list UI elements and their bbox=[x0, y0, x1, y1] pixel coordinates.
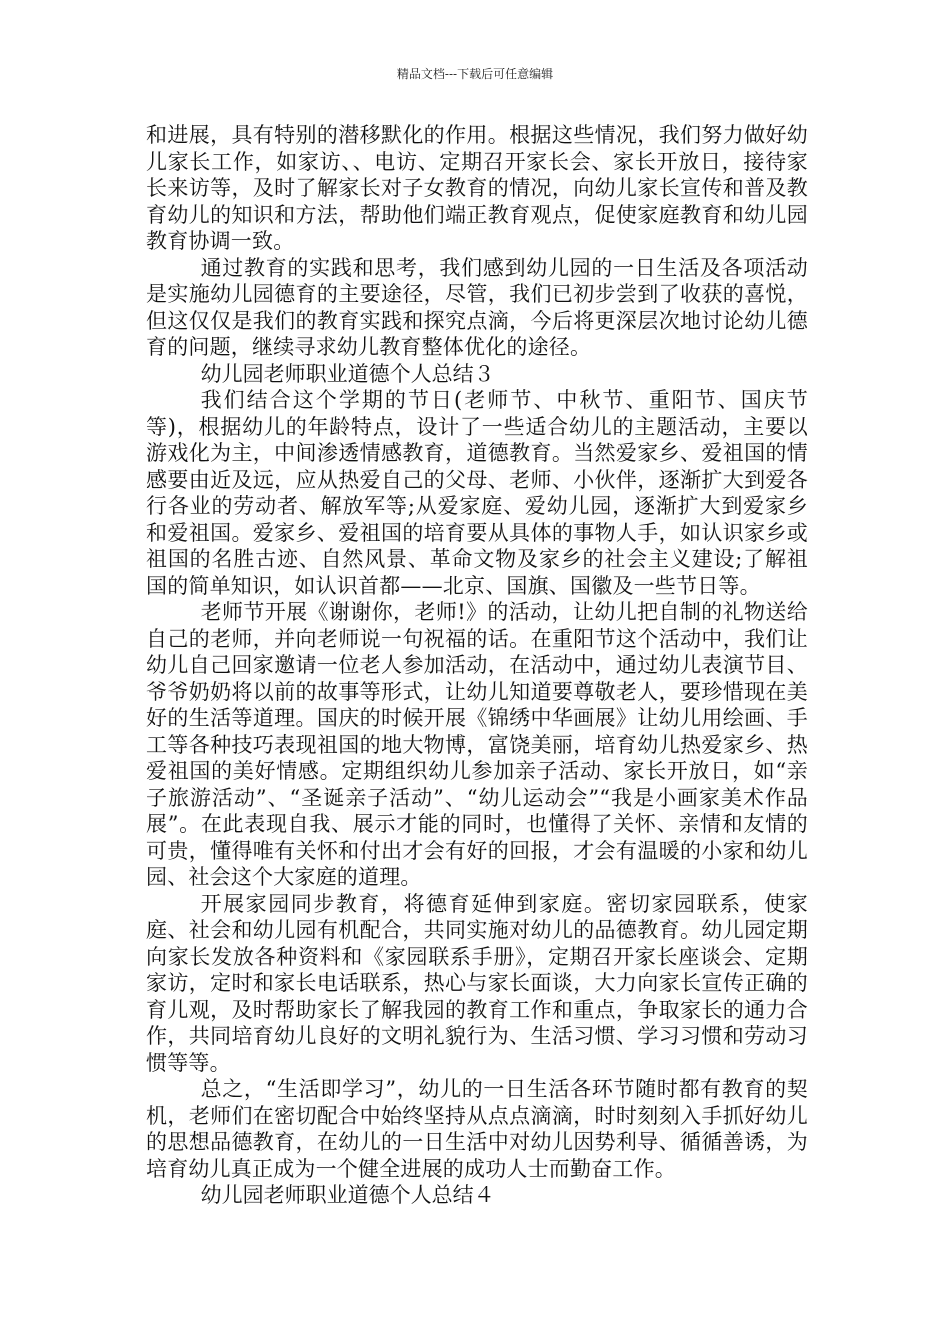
paragraph-3: 我们结合这个学期的节日(老师节、中秋节、重阳节、国庆节等)，根据幼儿的年龄特点，设计了一些适合幼儿的主题活动，主要以游戏化为主，中间渗透情感教育，道德教育。当然爱家乡、爱祖国的情感要由近及远，应从热爱自己的父母、老师、小伙伴，逐渐扩大到爱各行各业的劳动者、解放军等;从爱家庭、爱幼儿园，逐渐扩大到爱家乡和爱祖国。爱家乡、爱祖国的培育要从具体的事物人手，如认识家乡或祖国的名胜古迹、自然风景、革命文物及家乡的社会主义建设;了解祖国的简单知识，如认识首都——北京、国旗、国徽及一些节日等。 bbox=[146, 388, 808, 598]
paragraph-1: 和进展，具有特别的潜移默化的作用。根据这些情况，我们努力做好幼儿家长工作，如家访、、电访、定期召开家长会、家长开放日，接待家长来访等，及时了解家长对子女教育的情况，向幼儿家长宣传和普及教育幼儿的知识和方法，帮助他们端正教育观点，促使家庭教育和幼儿园教育协调一致。 bbox=[146, 123, 808, 253]
page-header-note: 精品文档---下载后可任意编辑 bbox=[396, 67, 554, 81]
paragraph-2: 通过教育的实践和思考，我们感到幼儿园的一日生活及各项活动是实施幼儿园德育的主要途径，尽管，我们已初步尝到了收获的喜悦，但这仅仅是我们的教育实践和探究点滴，今后将更深层次地讨论幼儿德育的问题，继续寻求幼儿教育整体优化的途径。 bbox=[146, 255, 808, 359]
paragraph-6: 总之，“生活即学习”，幼儿的一日生活各环节随时都有教育的契机，老师们在密切配合中始终坚持从点点滴滴，时时刻刻入手抓好幼儿的思想品德教育，在幼儿的一日生活中对幼儿因势利导、循循善诱，为培育幼儿真正成为一个健全进展的成功人士而勤奋工作。 bbox=[146, 1077, 808, 1181]
section-heading-3: 幼儿园老师职业道德个人总结３ bbox=[200, 361, 495, 386]
document-body bbox=[146, 122, 808, 1209]
paragraph-4: 老师节开展《谢谢你，老师!》的活动，让幼儿把自制的礼物送给自己的老师，并向老师说一句祝福的话。在重阳节这个活动中，我们让幼儿自己回家邀请一位老人参加活动，在活动中，通过幼儿表演节目、爷爷奶奶将以前的故事等形式，让幼儿知道要尊敬老人，要珍惜现在美好的生活等道理。国庆的时候开展《锦绣中华画展》让幼儿用绘画、手工等各种技巧表现祖国的地大物博，富饶美丽，培育幼儿热爱家乡、热爱祖国的美好情感。定期组织幼儿参加亲子活动、家长开放日，如“亲子旅游活动”、“圣诞亲子活动”、“幼儿运动会”“我是小画家美术作品展”。在此表现自我、展示才能的同时，也懂得了关怀、亲情和友情的可贵，懂得唯有关怀和付出才会有好的回报，才会有温暖的小家和幼儿园、社会这个大家庭的道理。 bbox=[146, 600, 808, 889]
paragraph-5: 开展家园同步教育，将德育延伸到家庭。密切家园联系，使家庭、社会和幼儿园有机配合，共同实施对幼儿的品德教育。幼儿园定期向家长发放各种资料和《家园联系手册》，定期召开家长座谈会、定期家访，定时和家长电话联系，热心与家长面谈，大力向家长宣传正确的育儿观，及时帮助家长了解我园的教育工作和重点，争取家长的通力合作，共同培育幼儿良好的文明礼貌行为、生活习惯、学习习惯和劳动习惯等等。 bbox=[146, 891, 808, 1075]
section-heading-4: 幼儿园老师职业道德个人总结４ bbox=[200, 1183, 495, 1207]
